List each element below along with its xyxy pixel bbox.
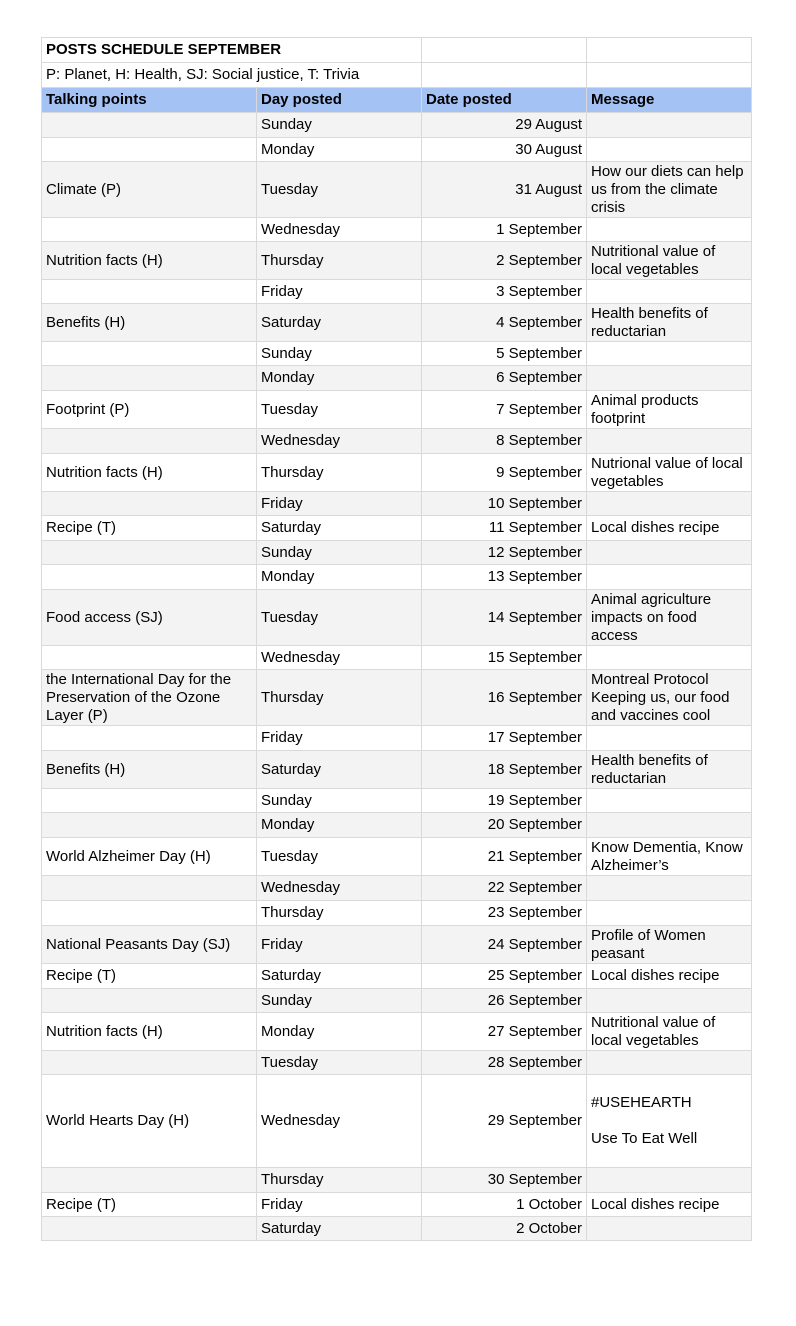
message-cell[interactable] xyxy=(587,989,752,1013)
schedule-table-body xyxy=(42,38,752,1241)
table-row xyxy=(42,1051,752,1075)
date-cell[interactable]: 2 October xyxy=(422,1217,587,1241)
message-cell[interactable]: Health benefits of reductarian xyxy=(587,751,752,789)
topic-cell[interactable] xyxy=(42,1051,257,1075)
date-cell[interactable]: 24 September xyxy=(422,926,587,964)
message-cell[interactable] xyxy=(587,901,752,926)
date-cell[interactable]: 9 September xyxy=(422,454,587,492)
day-cell[interactable]: Friday xyxy=(257,492,422,516)
day-cell[interactable]: Monday xyxy=(257,366,422,391)
date-cell[interactable]: 29 August xyxy=(422,113,587,138)
topic-cell[interactable] xyxy=(42,366,257,391)
topic-cell[interactable]: Nutrition facts (H) xyxy=(42,454,257,492)
table-row xyxy=(42,304,752,342)
message-cell[interactable]: #USEHEARTH Use To Eat Well xyxy=(587,1075,752,1168)
table-row xyxy=(42,1168,752,1193)
day-cell[interactable]: Tuesday xyxy=(257,838,422,876)
topic-cell[interactable] xyxy=(42,565,257,590)
topic-cell[interactable]: Nutrition facts (H) xyxy=(42,242,257,280)
table-row xyxy=(42,429,752,454)
message-cell[interactable] xyxy=(587,876,752,901)
date-cell[interactable]: 1 September xyxy=(422,218,587,242)
topic-cell[interactable] xyxy=(42,646,257,670)
day-cell[interactable]: Saturday xyxy=(257,1217,422,1241)
day-cell[interactable]: Saturday xyxy=(257,751,422,789)
table-row xyxy=(42,242,752,280)
topic-cell[interactable] xyxy=(42,901,257,926)
day-cell[interactable]: Saturday xyxy=(257,304,422,342)
day-cell[interactable]: Tuesday xyxy=(257,1051,422,1075)
date-cell[interactable]: 19 September xyxy=(422,789,587,813)
table-row xyxy=(42,454,752,492)
message-cell[interactable] xyxy=(587,366,752,391)
message-cell[interactable] xyxy=(587,541,752,565)
topic-cell[interactable]: World Hearts Day (H) xyxy=(42,1075,257,1168)
day-cell[interactable]: Wednesday xyxy=(257,646,422,670)
header-row xyxy=(42,88,752,113)
table-row xyxy=(42,113,752,138)
topic-cell[interactable]: Benefits (H) xyxy=(42,751,257,789)
message-cell[interactable]: Local dishes recipe xyxy=(587,516,752,541)
day-cell[interactable]: Tuesday xyxy=(257,590,422,646)
message-cell[interactable] xyxy=(587,280,752,304)
day-cell[interactable]: Monday xyxy=(257,813,422,838)
topic-cell[interactable] xyxy=(42,218,257,242)
table-row xyxy=(42,926,752,964)
date-cell[interactable]: 7 September xyxy=(422,391,587,429)
message-cell[interactable] xyxy=(587,492,752,516)
day-cell[interactable]: Monday xyxy=(257,1013,422,1051)
table-row xyxy=(42,342,752,366)
date-cell[interactable]: 29 September xyxy=(422,1075,587,1168)
date-cell[interactable]: 14 September xyxy=(422,590,587,646)
topic-cell[interactable]: Recipe (T) xyxy=(42,516,257,541)
date-cell[interactable]: 4 September xyxy=(422,304,587,342)
table-row xyxy=(42,989,752,1013)
message-cell[interactable]: How our diets can help us from the climate crisis xyxy=(587,162,752,218)
date-cell[interactable]: 2 September xyxy=(422,242,587,280)
message-cell[interactable] xyxy=(587,789,752,813)
table-row xyxy=(42,751,752,789)
legend-text[interactable]: P: Planet, H: Health, SJ: Social justice, T: Trivia xyxy=(42,63,422,88)
topic-cell[interactable]: Food access (SJ) xyxy=(42,590,257,646)
message-cell[interactable] xyxy=(587,565,752,590)
date-cell[interactable]: 27 September xyxy=(422,1013,587,1051)
day-cell[interactable]: Friday xyxy=(257,926,422,964)
topic-cell[interactable]: Benefits (H) xyxy=(42,304,257,342)
table-row xyxy=(42,391,752,429)
date-cell[interactable]: 26 September xyxy=(422,989,587,1013)
table-row xyxy=(42,590,752,646)
topic-cell[interactable]: Recipe (T) xyxy=(42,1193,257,1217)
empty-cell[interactable] xyxy=(587,38,752,63)
empty-cell[interactable] xyxy=(422,63,587,88)
message-cell[interactable] xyxy=(587,113,752,138)
table-row xyxy=(42,813,752,838)
topic-cell[interactable] xyxy=(42,813,257,838)
empty-cell[interactable] xyxy=(422,38,587,63)
message-cell[interactable]: Nutritional value of local vegetables xyxy=(587,1013,752,1051)
day-cell[interactable]: Friday xyxy=(257,280,422,304)
day-cell[interactable]: Sunday xyxy=(257,342,422,366)
day-cell[interactable]: Tuesday xyxy=(257,391,422,429)
message-cell[interactable] xyxy=(587,1168,752,1193)
day-cell[interactable]: Sunday xyxy=(257,989,422,1013)
message-cell[interactable] xyxy=(587,138,752,162)
date-cell[interactable]: 22 September xyxy=(422,876,587,901)
message-cell[interactable]: Local dishes recipe xyxy=(587,1193,752,1217)
topic-cell[interactable] xyxy=(42,138,257,162)
topic-cell[interactable] xyxy=(42,342,257,366)
date-cell[interactable]: 6 September xyxy=(422,366,587,391)
topic-cell[interactable] xyxy=(42,1168,257,1193)
date-cell[interactable]: 10 September xyxy=(422,492,587,516)
table-row xyxy=(42,138,752,162)
day-cell[interactable]: Sunday xyxy=(257,541,422,565)
message-cell[interactable]: Local dishes recipe xyxy=(587,964,752,989)
table-row xyxy=(42,670,752,726)
topic-cell[interactable] xyxy=(42,989,257,1013)
table-row xyxy=(42,516,752,541)
table-row xyxy=(42,218,752,242)
date-cell[interactable]: 17 September xyxy=(422,726,587,751)
date-cell[interactable]: 20 September xyxy=(422,813,587,838)
message-cell[interactable]: Animal products footprint xyxy=(587,391,752,429)
topic-cell[interactable]: World Alzheimer Day (H) xyxy=(42,838,257,876)
message-cell[interactable] xyxy=(587,1217,752,1241)
table-row xyxy=(42,1193,752,1217)
date-cell[interactable]: 30 September xyxy=(422,1168,587,1193)
topic-cell[interactable] xyxy=(42,726,257,751)
topic-cell[interactable] xyxy=(42,492,257,516)
day-cell[interactable]: Thursday xyxy=(257,1168,422,1193)
message-cell[interactable]: Health benefits of reductarian xyxy=(587,304,752,342)
schedule-table xyxy=(41,37,752,1241)
table-row xyxy=(42,492,752,516)
topic-cell[interactable] xyxy=(42,541,257,565)
table-row xyxy=(42,1075,752,1168)
day-cell[interactable]: Monday xyxy=(257,138,422,162)
day-cell[interactable]: Wednesday xyxy=(257,429,422,454)
date-cell[interactable]: 15 September xyxy=(422,646,587,670)
table-row xyxy=(42,1013,752,1051)
date-cell[interactable]: 30 August xyxy=(422,138,587,162)
table-row xyxy=(42,280,752,304)
table-row xyxy=(42,726,752,751)
legend-row xyxy=(42,63,752,88)
date-cell[interactable]: 13 September xyxy=(422,565,587,590)
topic-cell[interactable] xyxy=(42,429,257,454)
column-header-date-posted[interactable]: Date posted xyxy=(422,88,587,113)
table-row xyxy=(42,789,752,813)
date-cell[interactable]: 3 September xyxy=(422,280,587,304)
message-cell[interactable] xyxy=(587,646,752,670)
column-header-message[interactable]: Message xyxy=(587,88,752,113)
date-cell[interactable]: 21 September xyxy=(422,838,587,876)
date-cell[interactable]: 5 September xyxy=(422,342,587,366)
table-row xyxy=(42,838,752,876)
date-cell[interactable]: 12 September xyxy=(422,541,587,565)
day-cell[interactable]: Saturday xyxy=(257,964,422,989)
message-cell[interactable]: Nutrional value of local vegetables xyxy=(587,454,752,492)
topic-cell[interactable] xyxy=(42,280,257,304)
topic-cell[interactable] xyxy=(42,876,257,901)
day-cell[interactable]: Wednesday xyxy=(257,1075,422,1168)
column-header-talking-points[interactable]: Talking points xyxy=(42,88,257,113)
day-cell[interactable]: Friday xyxy=(257,726,422,751)
table-row xyxy=(42,964,752,989)
day-cell[interactable]: Wednesday xyxy=(257,876,422,901)
title-row xyxy=(42,38,752,63)
date-cell[interactable]: 1 October xyxy=(422,1193,587,1217)
message-cell[interactable] xyxy=(587,429,752,454)
day-cell[interactable]: Monday xyxy=(257,565,422,590)
date-cell[interactable]: 11 September xyxy=(422,516,587,541)
message-cell[interactable]: Know Dementia, Know Alzheimer’s xyxy=(587,838,752,876)
topic-cell[interactable] xyxy=(42,1217,257,1241)
table-row xyxy=(42,541,752,565)
empty-cell[interactable] xyxy=(587,63,752,88)
column-header-day-posted[interactable]: Day posted xyxy=(257,88,422,113)
message-cell[interactable] xyxy=(587,218,752,242)
topic-cell[interactable]: Footprint (P) xyxy=(42,391,257,429)
topic-cell[interactable]: National Peasants Day (SJ) xyxy=(42,926,257,964)
topic-cell[interactable] xyxy=(42,113,257,138)
message-cell[interactable]: Animal agriculture impacts on food access xyxy=(587,590,752,646)
message-cell[interactable] xyxy=(587,342,752,366)
date-cell[interactable]: 18 September xyxy=(422,751,587,789)
day-cell[interactable]: Thursday xyxy=(257,242,422,280)
table-row xyxy=(42,646,752,670)
date-cell[interactable]: 16 September xyxy=(422,670,587,726)
topic-cell[interactable]: the International Day for the Preservation of the Ozone Layer (P) xyxy=(42,670,257,726)
table-row xyxy=(42,876,752,901)
day-cell[interactable]: Wednesday xyxy=(257,218,422,242)
table-row xyxy=(42,565,752,590)
date-cell[interactable]: 8 September xyxy=(422,429,587,454)
day-cell[interactable]: Sunday xyxy=(257,789,422,813)
topic-cell[interactable] xyxy=(42,789,257,813)
topic-cell[interactable]: Recipe (T) xyxy=(42,964,257,989)
message-cell[interactable] xyxy=(587,1051,752,1075)
topic-cell[interactable]: Nutrition facts (H) xyxy=(42,1013,257,1051)
message-cell[interactable]: Nutritional value of local vegetables xyxy=(587,242,752,280)
message-cell[interactable] xyxy=(587,726,752,751)
day-cell[interactable]: Thursday xyxy=(257,670,422,726)
message-cell[interactable]: Montreal Protocol Keeping us, our food and vaccines cool xyxy=(587,670,752,726)
table-row xyxy=(42,1217,752,1241)
date-cell[interactable]: 25 September xyxy=(422,964,587,989)
message-cell[interactable] xyxy=(587,813,752,838)
table-row xyxy=(42,162,752,218)
table-row xyxy=(42,901,752,926)
message-cell[interactable]: Profile of Women peasant xyxy=(587,926,752,964)
day-cell[interactable]: Thursday xyxy=(257,901,422,926)
date-cell[interactable]: 23 September xyxy=(422,901,587,926)
day-cell[interactable]: Friday xyxy=(257,1193,422,1217)
sheet-title[interactable]: POSTS SCHEDULE SEPTEMBER xyxy=(42,38,422,63)
topic-cell[interactable]: Climate (P) xyxy=(42,162,257,218)
day-cell[interactable]: Thursday xyxy=(257,454,422,492)
day-cell[interactable]: Sunday xyxy=(257,113,422,138)
date-cell[interactable]: 31 August xyxy=(422,162,587,218)
day-cell[interactable]: Tuesday xyxy=(257,162,422,218)
table-row xyxy=(42,366,752,391)
date-cell[interactable]: 28 September xyxy=(422,1051,587,1075)
day-cell[interactable]: Saturday xyxy=(257,516,422,541)
